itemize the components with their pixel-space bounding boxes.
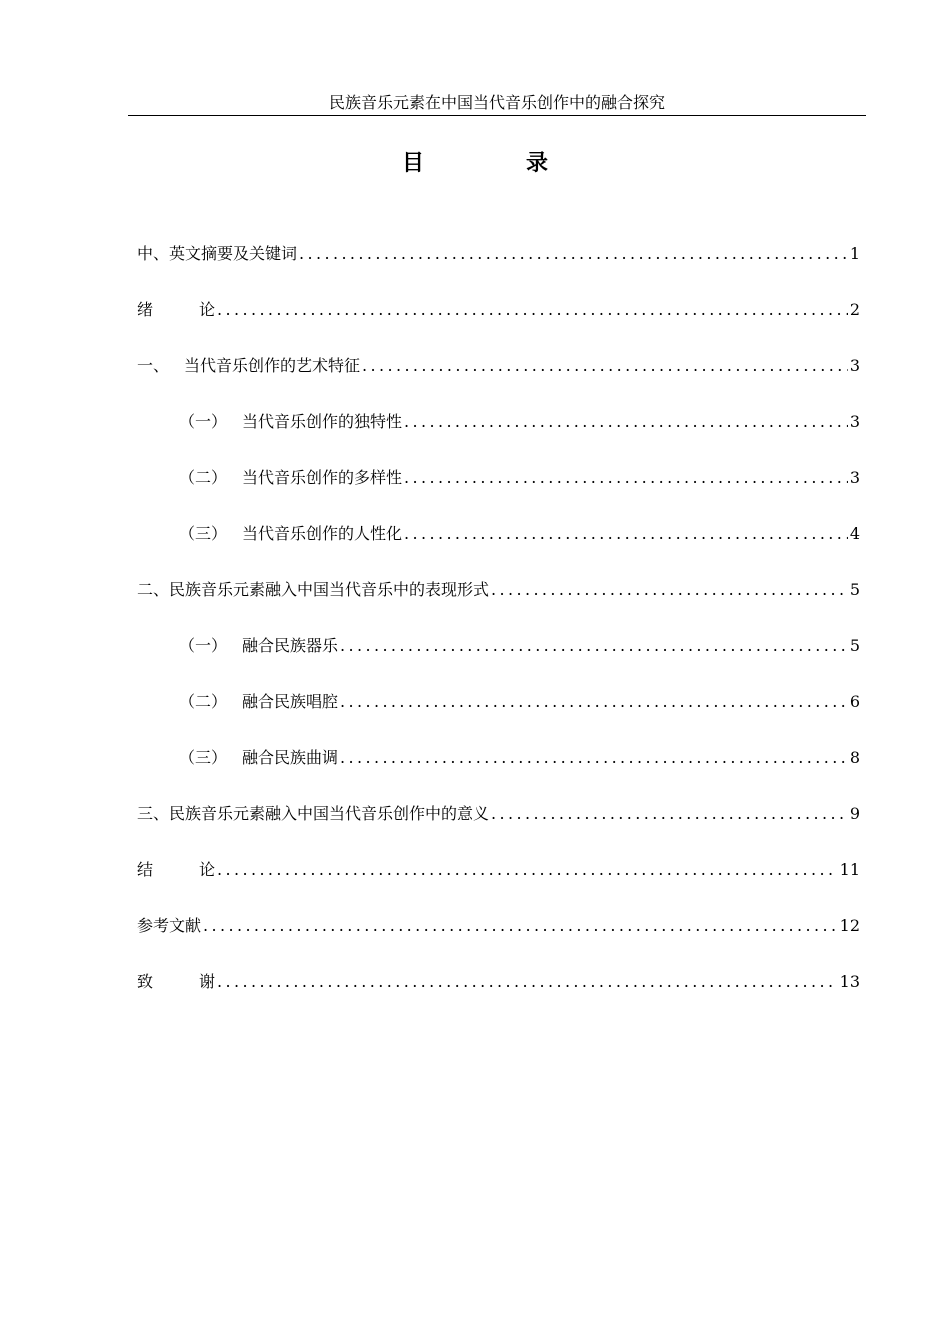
table-of-contents	[137, 238, 860, 1022]
toc-entry-chapter-3[interactable]	[137, 798, 860, 854]
toc-page-number: 3	[849, 356, 860, 375]
toc-page-number: 6	[849, 692, 860, 711]
toc-entry-chapter-1[interactable]	[137, 350, 860, 406]
toc-entry-section-2-3[interactable]	[137, 742, 860, 798]
toc-entry-number: （一）	[179, 636, 228, 655]
toc-entry-text: 融合民族器乐	[242, 636, 339, 655]
toc-entry-number: （三）	[179, 748, 228, 767]
toc-leader-dots	[404, 518, 848, 550]
toc-page-number: 13	[839, 972, 860, 991]
toc-entry-section-1-1[interactable]	[137, 406, 860, 462]
toc-entry-introduction[interactable]	[137, 294, 860, 350]
toc-leader-dots	[340, 742, 848, 774]
toc-entry-text: 当代音乐创作的人性化	[242, 524, 403, 543]
toc-page-number: 5	[849, 580, 860, 599]
toc-page-number: 9	[849, 804, 860, 823]
toc-entry-text: 三、民族音乐元素融入中国当代音乐创作中的意义	[137, 804, 490, 823]
toc-leader-dots	[340, 630, 848, 662]
toc-entry-text: 结论	[137, 860, 262, 879]
toc-leader-dots	[217, 966, 838, 998]
toc-entry-text: 当代音乐创作的艺术特征	[184, 356, 361, 375]
toc-entry-acknowledgements[interactable]	[137, 966, 860, 1022]
toc-leader-dots	[491, 798, 848, 830]
toc-entry-number: （二）	[179, 692, 228, 711]
toc-entry-text: 当代音乐创作的多样性	[242, 468, 403, 487]
toc-entry-text: 绪论	[137, 300, 262, 319]
toc-entry-text: 当代音乐创作的独特性	[242, 412, 403, 431]
toc-entry-section-2-2[interactable]	[137, 686, 860, 742]
toc-leader-dots	[491, 574, 848, 606]
toc-entry-text: 中、英文摘要及关键词	[137, 244, 298, 263]
toc-entry-conclusion[interactable]	[137, 854, 860, 910]
toc-entry-text: 二、民族音乐元素融入中国当代音乐中的表现形式	[137, 580, 490, 599]
header-title: 民族音乐元素在中国当代音乐创作中的融合探究	[328, 93, 665, 112]
toc-entry-references[interactable]	[137, 910, 860, 966]
toc-entry-number: （一）	[179, 412, 228, 431]
toc-entry-text: 融合民族唱腔	[242, 692, 339, 711]
toc-entry-text: 融合民族曲调	[242, 748, 339, 767]
toc-entry-number: （二）	[179, 468, 228, 487]
toc-entry-section-1-3[interactable]	[137, 518, 860, 574]
toc-page-number: 5	[849, 636, 860, 655]
toc-leader-dots	[299, 238, 848, 270]
toc-page-number: 8	[849, 748, 860, 767]
toc-title: 目 录	[401, 150, 588, 176]
page-header	[128, 90, 866, 116]
toc-leader-dots	[340, 686, 848, 718]
toc-page-number: 12	[839, 916, 860, 935]
toc-page-number: 4	[849, 524, 860, 543]
toc-leader-dots	[404, 406, 848, 438]
toc-leader-dots	[362, 350, 848, 382]
toc-entry-section-2-1[interactable]	[137, 630, 860, 686]
toc-entry-text: 致谢	[137, 972, 262, 991]
toc-page-number: 11	[839, 860, 860, 879]
toc-page-number: 1	[849, 244, 860, 263]
toc-leader-dots	[217, 854, 838, 886]
toc-page-number: 2	[849, 300, 860, 319]
toc-entry-number: （三）	[179, 524, 228, 543]
toc-entry-text: 参考文献	[137, 916, 202, 935]
toc-leader-dots	[404, 462, 848, 494]
toc-leader-dots	[217, 294, 848, 326]
toc-entry-chapter-2[interactable]	[137, 574, 860, 630]
toc-entry-number: 一、	[137, 356, 170, 375]
toc-entry-section-1-2[interactable]	[137, 462, 860, 518]
toc-leader-dots	[203, 910, 838, 942]
toc-page-number: 3	[849, 468, 860, 487]
toc-entry-abstract[interactable]	[137, 238, 860, 294]
toc-page-number: 3	[849, 412, 860, 431]
